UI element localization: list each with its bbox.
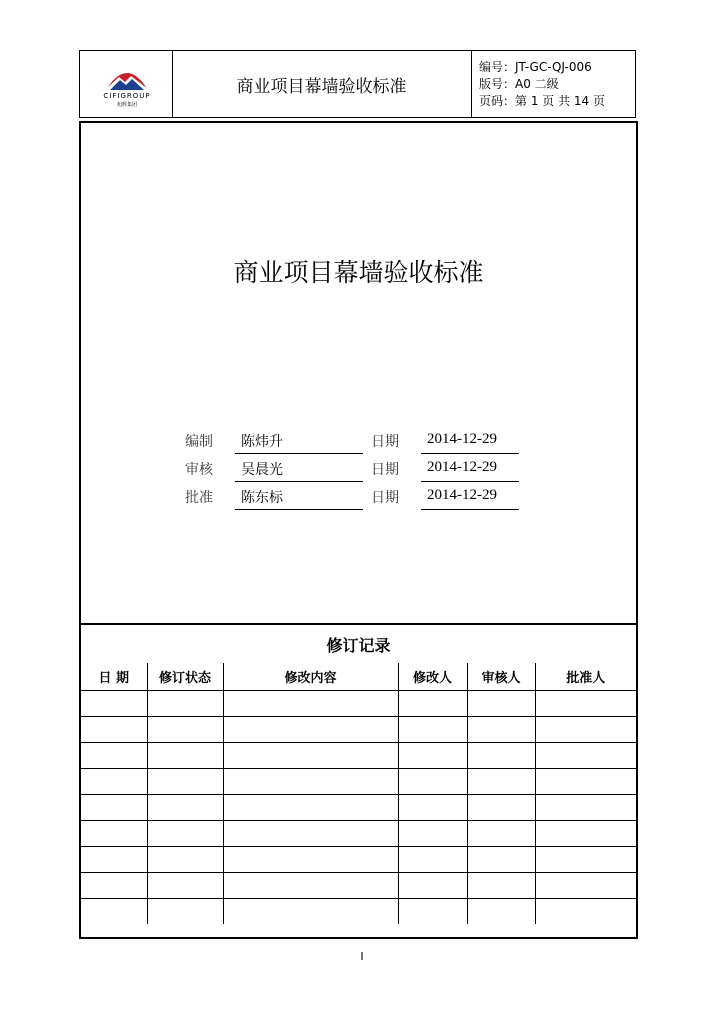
signature-line	[235, 509, 363, 510]
logo-wordmark: CIFIGROUP	[103, 92, 151, 100]
table-cell	[467, 821, 535, 847]
table-row	[81, 717, 636, 743]
table-cell	[398, 691, 467, 717]
date-line	[421, 509, 519, 510]
table-row	[81, 873, 636, 899]
approval-label: 审核	[185, 462, 213, 478]
date-line	[421, 453, 519, 454]
revision-header-row	[81, 663, 636, 691]
table-cell	[467, 795, 535, 821]
table-row	[81, 899, 636, 925]
table-cell	[223, 691, 398, 717]
column-header-content: 修改内容	[223, 663, 398, 691]
table-cell	[398, 743, 467, 769]
table-cell	[81, 691, 147, 717]
table-cell	[147, 743, 223, 769]
table-cell	[398, 873, 467, 899]
table-cell	[147, 717, 223, 743]
approval-date: 2014-12-29	[427, 431, 497, 447]
table-cell	[147, 821, 223, 847]
table-cell	[535, 847, 636, 873]
column-header-status: 修订状态	[147, 663, 223, 691]
approval-label: 批准	[185, 490, 213, 506]
signature-line	[235, 453, 363, 454]
approval-date: 2014-12-29	[427, 459, 497, 475]
table-cell	[147, 847, 223, 873]
table-cell	[223, 769, 398, 795]
table-cell	[398, 899, 467, 925]
table-cell	[467, 873, 535, 899]
table-cell	[147, 691, 223, 717]
table-row	[81, 821, 636, 847]
table-cell	[467, 691, 535, 717]
table-cell	[147, 899, 223, 925]
table-cell	[467, 847, 535, 873]
table-cell	[535, 821, 636, 847]
table-cell	[398, 847, 467, 873]
table-cell	[467, 717, 535, 743]
approval-name: 陈炜升	[241, 434, 283, 450]
table-cell	[223, 847, 398, 873]
date-label: 日期	[371, 490, 399, 506]
approval-name: 陈东标	[241, 490, 283, 506]
table-cell	[147, 873, 223, 899]
table-cell	[223, 743, 398, 769]
table-cell	[467, 743, 535, 769]
table-cell	[398, 795, 467, 821]
section-divider	[81, 623, 636, 625]
date-label: 日期	[371, 434, 399, 450]
table-cell	[223, 821, 398, 847]
table-row	[81, 847, 636, 873]
table-cell	[467, 769, 535, 795]
table-cell	[467, 899, 535, 925]
table-cell	[81, 743, 147, 769]
table-cell	[535, 899, 636, 925]
table-cell	[398, 769, 467, 795]
table-cell	[535, 769, 636, 795]
table-row	[81, 743, 636, 769]
table-row	[81, 795, 636, 821]
revision-body	[81, 691, 636, 925]
cover-title: 商业项目幕墙验收标准	[233, 258, 484, 287]
table-cell	[535, 873, 636, 899]
logo-cell	[80, 51, 173, 117]
table-cell	[535, 691, 636, 717]
logo-subtitle: 旭辉集团	[116, 102, 137, 108]
column-header-reviewer: 审核人	[467, 663, 535, 691]
table-row	[81, 769, 636, 795]
table-cell	[223, 873, 398, 899]
table-cell	[81, 821, 147, 847]
page-indicator: 页码：第 1 页 共 14 页	[479, 94, 605, 108]
revision-title: 修订记录	[326, 636, 391, 655]
header-meta	[472, 51, 635, 117]
column-header-modifier: 修改人	[398, 663, 467, 691]
table-row	[81, 691, 636, 717]
approval-label: 编制	[185, 434, 213, 450]
approval-date: 2014-12-29	[427, 487, 497, 503]
cover-frame	[79, 121, 638, 939]
revision-table	[81, 663, 636, 924]
document-version: 版号：A0 二级	[479, 77, 559, 91]
table-cell	[81, 899, 147, 925]
document-header	[79, 50, 636, 118]
column-header-approver: 批准人	[535, 663, 636, 691]
table-cell	[535, 717, 636, 743]
table-cell	[81, 795, 147, 821]
document-code: 编号：JT-GC-QJ-006	[479, 60, 592, 74]
table-cell	[398, 821, 467, 847]
table-cell	[223, 795, 398, 821]
table-cell	[147, 769, 223, 795]
table-cell	[81, 873, 147, 899]
table-cell	[535, 743, 636, 769]
table-cell	[223, 717, 398, 743]
cifi-logo-icon	[104, 65, 150, 91]
table-cell	[147, 795, 223, 821]
table-cell	[535, 795, 636, 821]
page-number: I	[360, 950, 364, 963]
signature-line	[235, 481, 363, 482]
table-cell	[81, 717, 147, 743]
table-cell	[81, 769, 147, 795]
table-cell	[223, 899, 398, 925]
approval-name: 吴晨光	[241, 462, 283, 478]
date-label: 日期	[371, 462, 399, 478]
date-line	[421, 481, 519, 482]
table-cell	[81, 847, 147, 873]
table-cell	[398, 717, 467, 743]
header-title: 商业项目幕墙验收标准	[172, 51, 472, 117]
column-header-date: 日 期	[81, 663, 147, 691]
